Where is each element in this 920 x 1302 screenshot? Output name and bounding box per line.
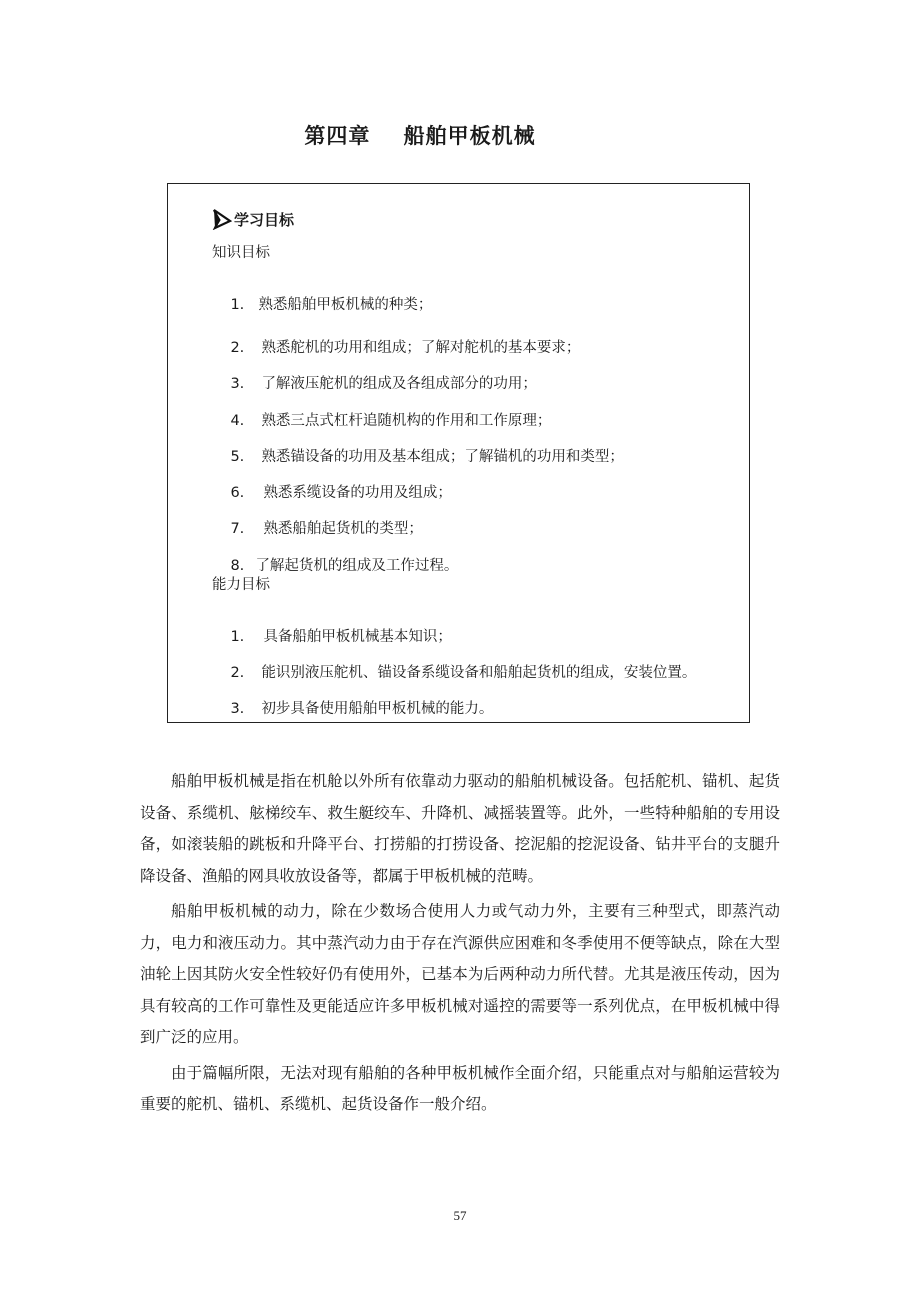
knowledge-objective-item: 4. 熟悉三点式杠杆追随机构的作用和工作原理； [230, 413, 552, 429]
page-number: 57 [453, 1208, 467, 1223]
knowledge-objective-item: 1. 熟悉船舶甲板机械的种类； [230, 297, 433, 313]
knowledge-objective-item: 3. 了解液压舵机的组成及各组成部分的功用； [230, 376, 537, 392]
ability-objective-item: 3. 初步具备使用船舶甲板机械的能力。 [230, 701, 494, 717]
arrow-bullet-icon [212, 208, 232, 230]
knowledge-objective-item: 7. 熟悉船舶起货机的类型； [230, 521, 423, 537]
body-paragraph: 船舶甲板机械是指在机舱以外所有依靠动力驱动的船舶机械设备。包括舵机、锚机、起货设备、系缆机、舷梯绞车、救生艇绞车、升降机、减摇装置等。此外，一些特种船舶的专用设备，如滚装船的跳板和升降平台、打捞船的打捞设备、挖泥船的挖泥设备、钻井平台的支腿升降设备、渔船的网具收放设备等，都属于甲板机械的范畴。 [140, 772, 780, 885]
knowledge-objective-item: 5. 熟悉锚设备的功用及基本组成；了解锚机的功用和类型； [230, 449, 624, 465]
objectives-heading [212, 208, 294, 230]
knowledge-objective-item: 2. 熟悉舵机的功用和组成；了解对舵机的基本要求； [230, 340, 581, 356]
body-paragraph: 船舶甲板机械的动力，除在少数场合使用人力或气动力外，主要有三种型式，即蒸汽动力，电力和液压动力。其中蒸汽动力由于存在汽源供应困难和冬季使用不便等缺点，除在大型油轮上因其防火安全性较好仍有使用外，已基本为后两种动力所代替。尤其是液压传动，因为具有较高的工作可靠性及更能适应许多甲板机械对遥控的需要等一系列优点，在甲板机械中得到广泛的应用。 [140, 902, 780, 1046]
knowledge-objective-item: 6. 熟悉系缆设备的功用及组成； [230, 485, 452, 501]
ability-objectives-label: 能力目标 [212, 577, 270, 593]
objectives-heading-text: 学习目标 [234, 211, 295, 229]
ability-objective-item: 1. 具备船舶甲板机械基本知识； [230, 629, 452, 645]
learning-objectives-box [167, 183, 750, 723]
body-paragraph: 由于篇幅所限，无法对现有船舶的各种甲板机械作全面介绍，只能重点对与船舶运营较为重要的舵机、锚机、系缆机、起货设备作一般介绍。 [140, 1063, 780, 1113]
chapter-title: 第四章 船舶甲板机械 [304, 124, 536, 148]
knowledge-objective-item: 8. 了解起货机的组成及工作过程。 [230, 558, 459, 574]
ability-objective-item: 2. 能识别液压舵机、锚设备系缆设备和船舶起货机的组成，安装位置。 [230, 665, 697, 681]
knowledge-objectives-label: 知识目标 [212, 245, 270, 261]
body-section [140, 766, 780, 1121]
